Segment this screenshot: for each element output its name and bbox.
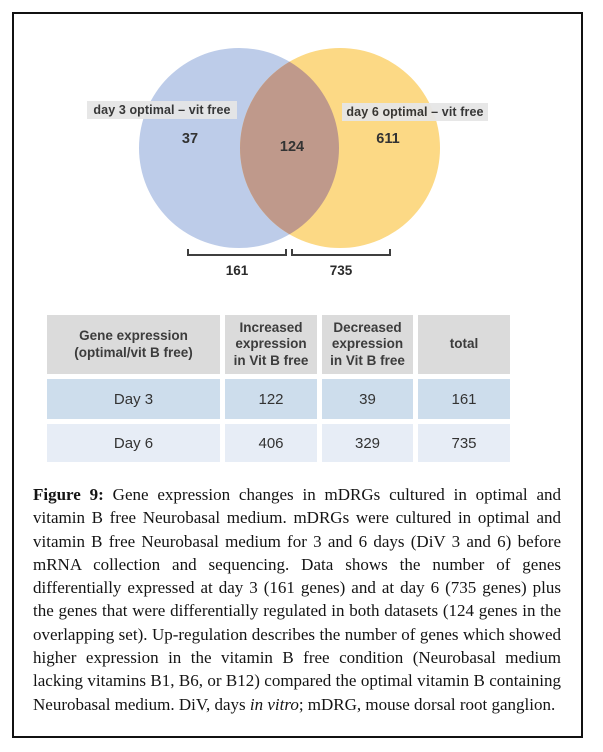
figure-caption xyxy=(33,483,561,716)
cell-day3-label: Day 3 xyxy=(47,379,220,419)
day6-total-bracket xyxy=(291,249,391,256)
day6-only-count: 611 xyxy=(376,131,400,147)
figure-caption-body-2: ; mDRG, mouse dorsal root ganglion. xyxy=(298,694,556,714)
day6-set-label: day 6 optimal – vit free xyxy=(342,103,488,121)
cell-day3-total: 161 xyxy=(418,379,510,419)
figure-caption-body-1: Gene expression changes in mDRGs cultured in optimal and vitamin B free Neurobasal medium. mDRGs were cultured in optimal and vitamin B free Neurobasal medium for 3 and 6 days (DiV 3 and 6) before mRNA collection and sequencing. Data shows the number of genes differentially expressed at day 3 (161 genes) and at day 6 (735 genes) plus the genes that were differentially regulated in both datasets (124 genes in the overlapping set). Up-regulation describes the number of genes which showed higher expression in the vitamin B free condition (Neurobasal medium lacking vitamins B1, B6, or B12) compared the optimal vitamin B containing Neurobasal medium. DiV, days xyxy=(33,485,561,714)
header-total: total xyxy=(418,315,510,374)
overlap-count: 124 xyxy=(279,139,305,155)
figure-caption-italic: in vitro xyxy=(249,694,299,714)
cell-day6-label: Day 6 xyxy=(47,424,220,462)
day3-total-count: 161 xyxy=(225,263,249,278)
day3-total-bracket xyxy=(187,249,287,256)
gene-expression-table xyxy=(47,315,510,462)
cell-day6-increased: 406 xyxy=(225,424,317,462)
cell-day3-increased: 122 xyxy=(225,379,317,419)
day3-set-label: day 3 optimal – vit free xyxy=(87,101,237,119)
cell-day6-total: 735 xyxy=(418,424,510,462)
day3-only-count: 37 xyxy=(181,131,199,147)
header-gene-expression: Gene expression (optimal/vit B free) xyxy=(47,315,220,374)
header-increased: Increased expression in Vit B free xyxy=(225,315,317,374)
cell-day3-decreased: 39 xyxy=(322,379,413,419)
day6-total-count: 735 xyxy=(329,263,353,278)
header-decreased: Decreased expression in Vit B free xyxy=(322,315,413,374)
cell-day6-decreased: 329 xyxy=(322,424,413,462)
figure-caption-label: Figure 9: xyxy=(33,485,104,504)
